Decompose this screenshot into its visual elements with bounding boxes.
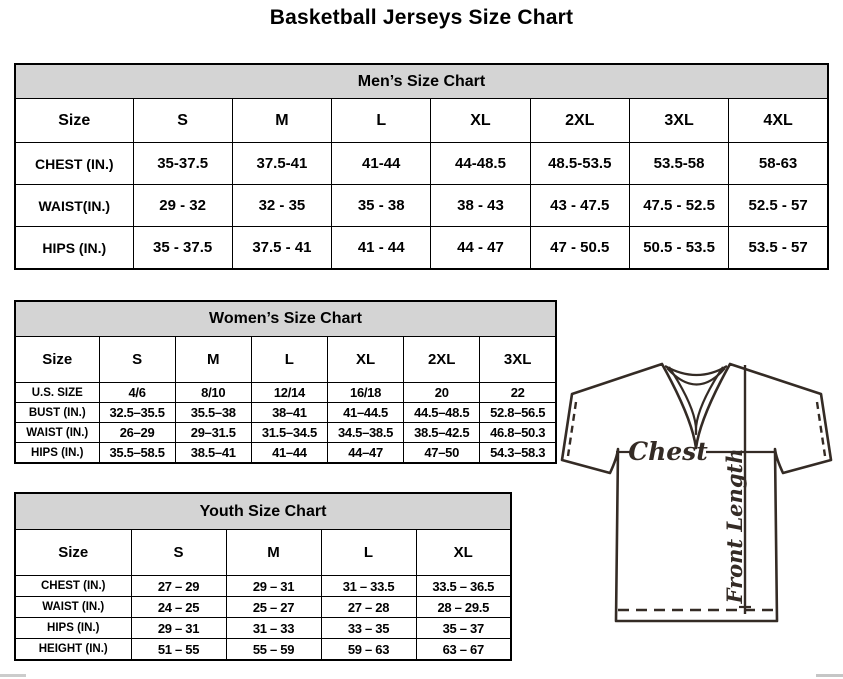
value-cell: 53.5 - 57 <box>729 227 828 270</box>
value-cell: 48.5-53.5 <box>530 143 629 185</box>
jersey-outline <box>562 364 831 621</box>
value-cell: 63 – 67 <box>416 639 511 661</box>
value-cell: 25 – 27 <box>226 597 321 618</box>
table-row <box>15 383 556 403</box>
value-cell: 27 – 28 <box>321 597 416 618</box>
value-cell: 35 - 38 <box>332 185 431 227</box>
value-cell: 8/10 <box>175 383 251 403</box>
value-cell: 38.5–41 <box>175 443 251 464</box>
col-header-2xl: 2XL <box>404 337 480 383</box>
row-label-bust: BUST (IN.) <box>15 403 99 423</box>
value-cell: 50.5 - 53.5 <box>629 227 728 270</box>
mens-size-chart <box>14 63 829 270</box>
value-cell: 24 – 25 <box>131 597 226 618</box>
value-cell: 35 – 37 <box>416 618 511 639</box>
value-cell: 33 – 35 <box>321 618 416 639</box>
value-cell: 31 – 33.5 <box>321 576 416 597</box>
value-cell: 29 – 31 <box>131 618 226 639</box>
value-cell: 59 – 63 <box>321 639 416 661</box>
value-cell: 44 - 47 <box>431 227 530 270</box>
value-cell: 31 – 33 <box>226 618 321 639</box>
table-row <box>15 185 828 227</box>
mens-size-table <box>14 63 829 270</box>
value-cell: 35.5–38 <box>175 403 251 423</box>
value-cell: 41–44.5 <box>327 403 403 423</box>
table-row <box>15 443 556 464</box>
value-cell: 32 - 35 <box>232 185 331 227</box>
value-cell: 47–50 <box>404 443 480 464</box>
col-header-m: M <box>226 530 321 576</box>
value-cell: 26–29 <box>99 423 175 443</box>
value-cell: 43 - 47.5 <box>530 185 629 227</box>
value-cell: 20 <box>404 383 480 403</box>
value-cell: 4/6 <box>99 383 175 403</box>
womens-size-chart <box>14 300 557 464</box>
value-cell: 32.5–35.5 <box>99 403 175 423</box>
youth-header-row <box>15 530 511 576</box>
front-length-label: Front Length <box>722 448 747 604</box>
value-cell: 54.3–58.3 <box>480 443 556 464</box>
col-header-2xl: 2XL <box>530 99 629 143</box>
table-row <box>15 576 511 597</box>
value-cell: 27 – 29 <box>131 576 226 597</box>
mens-chart-title: Men’s Size Chart <box>15 64 828 99</box>
table-row <box>15 227 828 270</box>
col-header-4xl: 4XL <box>729 99 828 143</box>
table-row <box>15 618 511 639</box>
value-cell: 41–44 <box>251 443 327 464</box>
row-label-waist: WAIST (IN.) <box>15 423 99 443</box>
value-cell: 52.8–56.5 <box>480 403 556 423</box>
value-cell: 35 - 37.5 <box>133 227 232 270</box>
jersey-measurement-diagram <box>558 356 836 628</box>
value-cell: 38–41 <box>251 403 327 423</box>
col-header-m: M <box>175 337 251 383</box>
value-cell: 12/14 <box>251 383 327 403</box>
col-header-m: M <box>232 99 331 143</box>
row-label-waist: WAIST(IN.) <box>15 185 133 227</box>
row-label-hips: HIPS (IN.) <box>15 227 133 270</box>
col-header-xl: XL <box>327 337 403 383</box>
col-header-3xl: 3XL <box>480 337 556 383</box>
value-cell: 47 - 50.5 <box>530 227 629 270</box>
value-cell: 29 – 31 <box>226 576 321 597</box>
value-cell: 28 – 29.5 <box>416 597 511 618</box>
col-header-l: L <box>251 337 327 383</box>
value-cell: 55 – 59 <box>226 639 321 661</box>
value-cell: 38 - 43 <box>431 185 530 227</box>
table-row <box>15 143 828 185</box>
col-header-s: S <box>131 530 226 576</box>
col-header-l: L <box>332 99 431 143</box>
value-cell: 37.5-41 <box>232 143 331 185</box>
youth-size-chart <box>14 492 512 661</box>
row-label-chest: CHEST (IN.) <box>15 143 133 185</box>
row-label-chest: CHEST (IN.) <box>15 576 131 597</box>
womens-header-row <box>15 337 556 383</box>
value-cell: 22 <box>480 383 556 403</box>
col-header-xl: XL <box>416 530 511 576</box>
value-cell: 46.8–50.3 <box>480 423 556 443</box>
value-cell: 31.5–34.5 <box>251 423 327 443</box>
row-label-height: HEIGHT (IN.) <box>15 639 131 661</box>
value-cell: 41-44 <box>332 143 431 185</box>
youth-size-table <box>14 492 512 661</box>
mens-header-row <box>15 99 828 143</box>
value-cell: 51 – 55 <box>131 639 226 661</box>
row-label-us-size: U.S. SIZE <box>15 383 99 403</box>
row-label-hips: HIPS (IN.) <box>15 443 99 464</box>
col-header-xl: XL <box>431 99 530 143</box>
value-cell: 35.5–58.5 <box>99 443 175 464</box>
value-cell: 44–47 <box>327 443 403 464</box>
value-cell: 44-48.5 <box>431 143 530 185</box>
col-header-size: Size <box>15 530 131 576</box>
value-cell: 52.5 - 57 <box>729 185 828 227</box>
col-header-size: Size <box>15 337 99 383</box>
table-row <box>15 403 556 423</box>
value-cell: 29–31.5 <box>175 423 251 443</box>
col-header-s: S <box>99 337 175 383</box>
scrollbar-fragment-right[interactable] <box>816 674 843 677</box>
col-header-l: L <box>321 530 416 576</box>
table-row <box>15 597 511 618</box>
value-cell: 38.5–42.5 <box>404 423 480 443</box>
value-cell: 29 - 32 <box>133 185 232 227</box>
womens-chart-title: Women’s Size Chart <box>15 301 556 337</box>
page-title: Basketball Jerseys Size Chart <box>269 6 574 29</box>
col-header-3xl: 3XL <box>629 99 728 143</box>
value-cell: 44.5–48.5 <box>404 403 480 423</box>
table-row <box>15 639 511 661</box>
value-cell: 47.5 - 52.5 <box>629 185 728 227</box>
value-cell: 37.5 - 41 <box>232 227 331 270</box>
table-row <box>15 423 556 443</box>
scrollbar-fragment-left[interactable] <box>0 674 26 677</box>
col-header-s: S <box>133 99 232 143</box>
value-cell: 33.5 – 36.5 <box>416 576 511 597</box>
value-cell: 34.5–38.5 <box>327 423 403 443</box>
value-cell: 16/18 <box>327 383 403 403</box>
value-cell: 35-37.5 <box>133 143 232 185</box>
chest-label: Chest <box>628 437 708 466</box>
value-cell: 58-63 <box>729 143 828 185</box>
row-label-waist: WAIST (IN.) <box>15 597 131 618</box>
womens-size-table <box>14 300 557 464</box>
value-cell: 53.5-58 <box>629 143 728 185</box>
row-label-hips: HIPS (IN.) <box>15 618 131 639</box>
youth-chart-title: Youth Size Chart <box>15 493 511 530</box>
value-cell: 41 - 44 <box>332 227 431 270</box>
col-header-size: Size <box>15 99 133 143</box>
